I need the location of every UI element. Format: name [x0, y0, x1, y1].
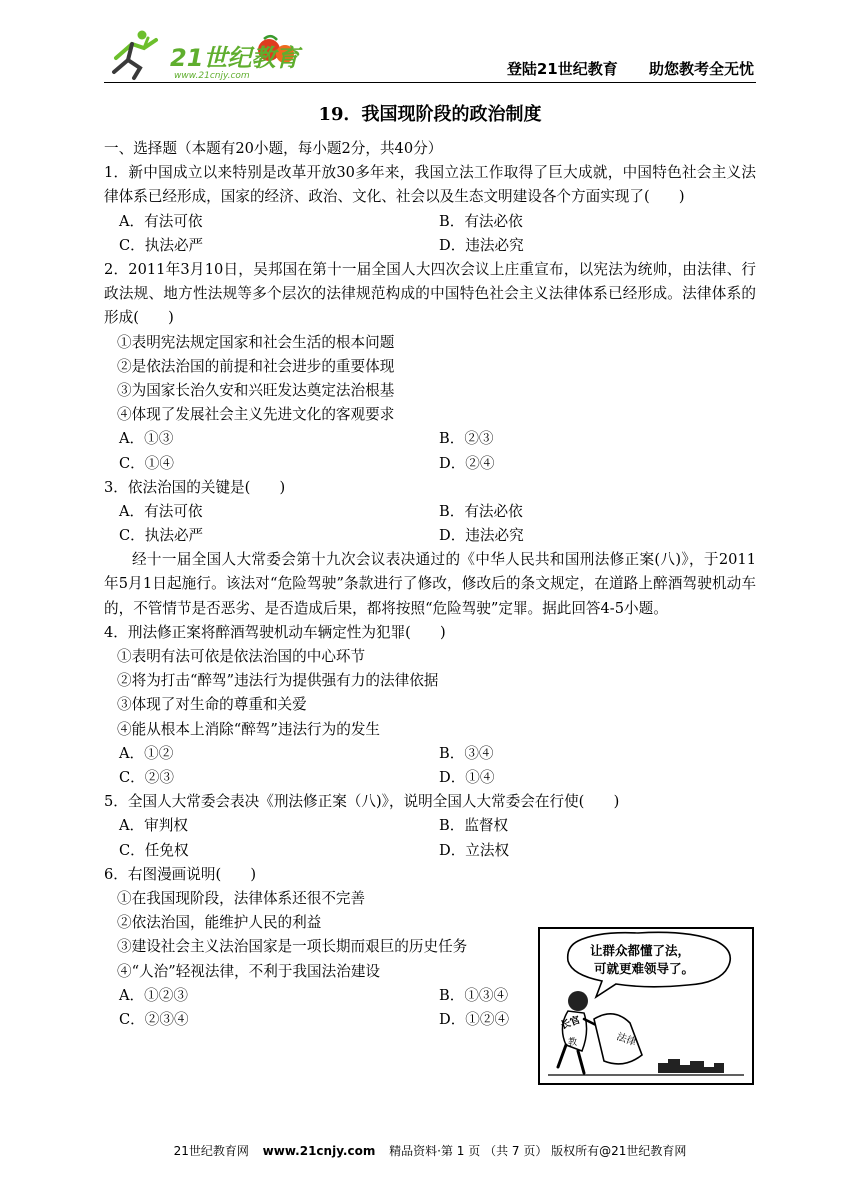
- reading-material: 经十一届全国人大常委会第十九次会议表决通过的《中华人民共和国刑法修正案(八)》，于2011年5月1日起施行。该法对“危险驾驶”条款进行了修改，修改后的条文规定，在道路上醉酒驾驶机动车的，不管情节是否恶劣、是否造成后果，都将按照“危险驾驶”定罪。据此回答4-5小题。: [104, 551, 756, 617]
- site-logo: [104, 28, 304, 82]
- q3-option-a[interactable]: A．有法可依: [119, 502, 203, 520]
- q6-statement-3: ③建设社会主义法治国家是一项长期而艰巨的历史任务: [117, 938, 468, 956]
- back-label: 长官: [559, 1014, 582, 1032]
- q4-statement-3: ③体现了对生命的尊重和关爱: [117, 696, 307, 714]
- q2-options-row1: [104, 427, 756, 451]
- page-header: [104, 28, 756, 84]
- q1-options-row1: [104, 210, 756, 234]
- q1-option-d[interactable]: D．违法必究: [439, 236, 524, 254]
- q2-statement-1: ①表明宪法规定国家和社会生活的根本问题: [117, 333, 395, 351]
- q4-options-row2: [104, 766, 756, 790]
- q4-options-row1: [104, 742, 756, 766]
- q3-options-row2: [104, 524, 756, 548]
- q1-options-row2: [104, 234, 756, 258]
- page-footer: [0, 1142, 860, 1159]
- q3-options-row1: [104, 500, 756, 524]
- sack-label: 法律: [614, 1031, 638, 1049]
- question-list: [104, 137, 756, 1032]
- footer-url[interactable]: www.21cnjy.com: [262, 1144, 376, 1158]
- q3-option-d[interactable]: D．违法必究: [439, 527, 524, 545]
- q4-statement-1: ①表明有法可依是依法治国的中心环节: [117, 648, 366, 666]
- q4-statement-2: ②将为打击“醉驾”违法行为提供强有力的法律依据: [117, 672, 439, 690]
- q4-option-c[interactable]: C．②③: [119, 769, 174, 786]
- q2-option-c[interactable]: C．①④: [119, 454, 174, 472]
- tag-label: 教: [568, 1038, 578, 1048]
- footer-site: 21世纪教育网: [173, 1144, 249, 1158]
- logo-url: www.21cnjy.com: [174, 71, 250, 81]
- footer-info: 精品资料·第 1 页 （共 7 页） 版权所有@21世纪教育网: [389, 1144, 687, 1158]
- q5-option-a[interactable]: A．审判权: [119, 817, 188, 835]
- running-figure-icon: [114, 31, 156, 79]
- q2-option-d[interactable]: D．②④: [439, 454, 495, 472]
- bubble-line-2: 可就更难领导了。: [594, 961, 695, 976]
- q6-option-a[interactable]: A．①②③: [119, 986, 188, 1004]
- q5-option-c[interactable]: C．任免权: [119, 841, 189, 859]
- tagline-right: 助您教考全无忧: [648, 60, 754, 78]
- q4-option-b[interactable]: B．③④: [439, 744, 494, 762]
- header-tagline: [481, 58, 754, 79]
- header-rule: [104, 82, 756, 83]
- q2-stem: 2．2011年3月10日，吴邦国在第十一届全国人大四次会议上庄重宣布，以宪法为统帅，由法律、行政法规、地方性法规等多个层次的法律规范构成的中国特色社会主义法律体系已经形成。法律体系的形成( ): [104, 260, 756, 327]
- q6-statement-1: ①在我国现阶段，法律体系还很不完善: [117, 889, 366, 907]
- q1-stem: 1．新中国成立以来特别是改革开放30多年来，我国立法工作取得了巨大成就，中国特色社会主义法律体系已经形成，国家的经济、政治、文化、社会以及生态文明建设各个方面实现了( ): [104, 164, 756, 206]
- q2-option-b[interactable]: B．②③: [439, 430, 494, 448]
- q2-option-a[interactable]: A．①③: [119, 430, 174, 448]
- q1-option-a[interactable]: A．有法可依: [119, 212, 203, 230]
- q4-option-a[interactable]: A．①②: [119, 744, 174, 762]
- q5-option-b[interactable]: B．监督权: [439, 817, 509, 835]
- tagline-left: 登陆21世纪教育: [506, 60, 618, 78]
- q2-statement-4: ④体现了发展社会主义先进文化的客观要求: [117, 406, 395, 424]
- bubble-line-1: 让群众都懂了法，: [590, 943, 691, 958]
- q6-statement-4: ④“人治”轻视法律，不利于我国法治建设: [117, 962, 381, 980]
- q3-option-b[interactable]: B．有法必依: [439, 502, 523, 520]
- q3-stem: 3．依法治国的关键是( ): [104, 478, 286, 496]
- page-title: 19．我国现阶段的政治制度: [318, 104, 542, 125]
- q4-stem: 4．刑法修正案将醉酒驾驶机动车辆定性为犯罪( ): [104, 623, 446, 641]
- q1-option-c[interactable]: C．执法必严: [119, 236, 204, 254]
- q6-option-d[interactable]: D．①②④: [439, 1010, 510, 1028]
- q4-option-d[interactable]: D．①④: [439, 769, 495, 786]
- q6-cartoon: [538, 927, 754, 1085]
- q5-option-d[interactable]: D．立法权: [439, 841, 510, 859]
- q6-stem: 6．右图漫画说明( ): [104, 865, 257, 883]
- q1-option-b[interactable]: B．有法必依: [439, 212, 523, 230]
- q5-options-row1: [104, 814, 756, 838]
- q3-option-c[interactable]: C．执法必严: [119, 527, 204, 545]
- logo-text: 21世纪教育: [170, 44, 300, 72]
- q4-statement-4: ④能从根本上消除“醉驾”违法行为的发生: [117, 720, 381, 738]
- q2-statement-3: ③为国家长治久安和兴旺发达奠定法治根基: [117, 381, 395, 399]
- q2-statement-2: ②是依法治国的前提和社会进步的重要体现: [117, 357, 395, 375]
- q2-options-row2: [104, 452, 756, 476]
- q6-option-c[interactable]: C．②③④: [119, 1010, 189, 1028]
- q6-statement-2: ②依法治国，能维护人民的利益: [117, 914, 322, 932]
- q5-stem: 5．全国人大常委会表决《刑法修正案（八)》，说明全国人大常委会在行使( ): [104, 793, 620, 811]
- q5-options-row2: [104, 839, 756, 863]
- q6-option-b[interactable]: B．①③④: [439, 986, 509, 1004]
- section-heading: 一、选择题（本题有20小题，每小题2分，共40分）: [104, 140, 443, 157]
